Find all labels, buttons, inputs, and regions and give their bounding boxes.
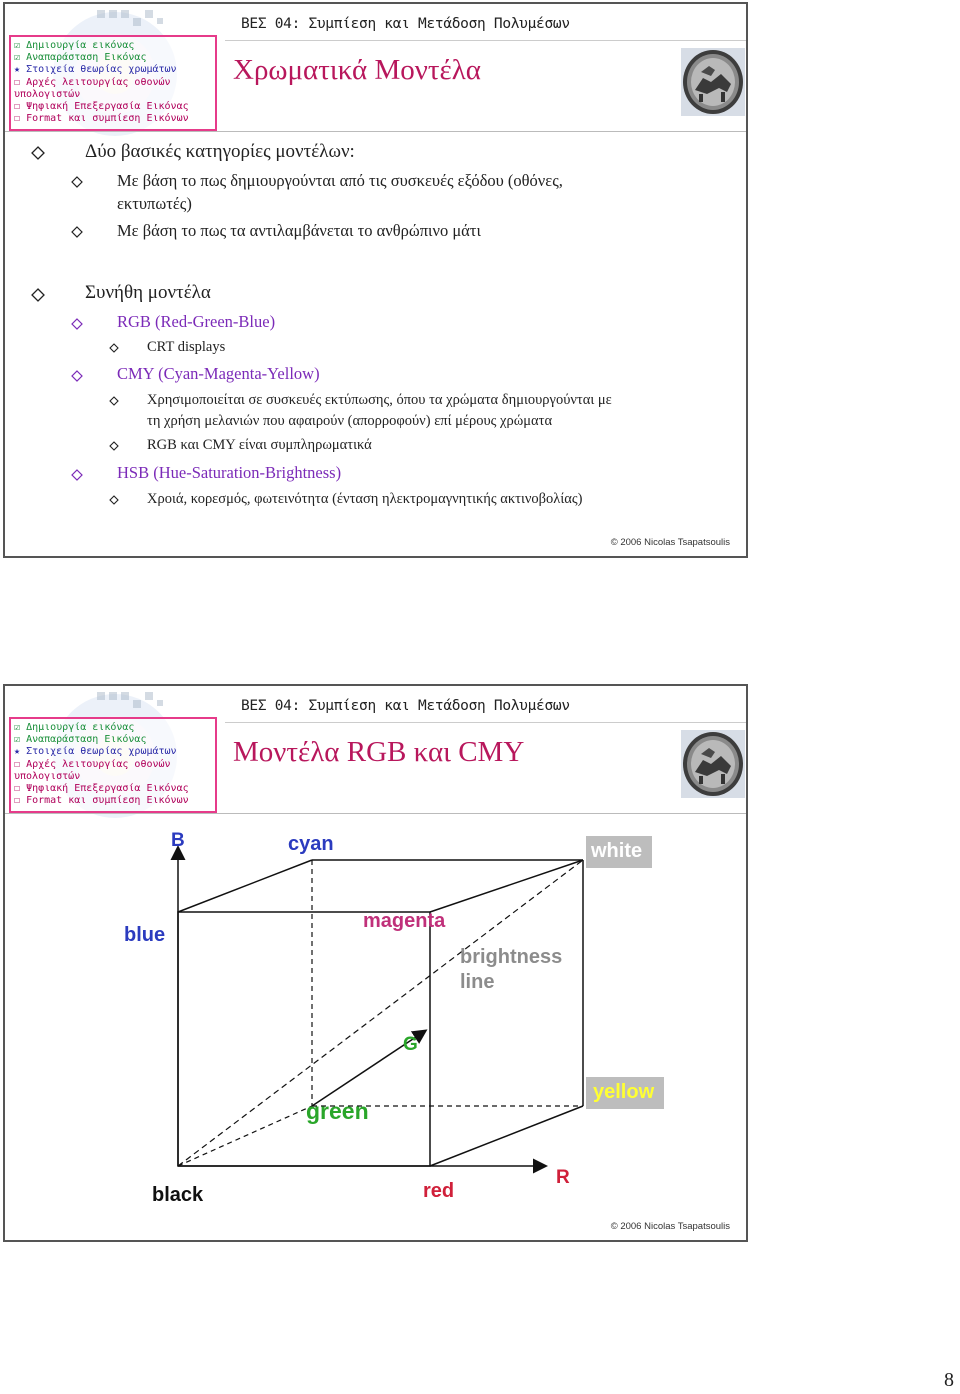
nav-item	[14, 77, 212, 89]
checked-box-icon: ☑	[14, 734, 21, 746]
bullet-rgb: RGB (Red-Green-Blue)	[117, 312, 276, 331]
nav-item	[14, 64, 212, 76]
topic-navigation	[9, 35, 217, 131]
nav-item-label: Αρχές λειτουργίας οθονών	[26, 758, 171, 770]
title-divider	[5, 131, 746, 132]
diamond-bullet-icon	[71, 226, 83, 238]
bullet-complementary: RGB και CMY είναι συμπληρωματικά	[147, 437, 372, 453]
nav-item	[14, 89, 212, 101]
bullet-cmy: CMY (Cyan-Magenta-Yellow)	[117, 364, 320, 383]
cyan-label: cyan	[288, 833, 334, 855]
black-label: black	[152, 1184, 204, 1206]
header-divider	[225, 40, 746, 41]
checked-box-icon: ☑	[14, 722, 21, 733]
diamond-bullet-icon	[71, 318, 83, 330]
nav-item-label: Αναπαράσταση Εικόνας	[26, 734, 147, 746]
checked-box-icon: ☑	[14, 52, 21, 64]
red-label: red	[423, 1180, 455, 1202]
diamond-bullet-icon	[71, 469, 83, 481]
slide-title: Μοντέλα RGB και CMY	[233, 736, 525, 768]
star-icon: ★	[14, 64, 21, 76]
diamond-bullet-icon	[109, 396, 119, 406]
nav-item	[14, 113, 212, 125]
bullet-printing-line2: τη χρήση μελανιών που αφαιρούν (απορροφούν) επί μέρους χρώματα	[147, 413, 553, 429]
checked-box-icon: ☑	[14, 40, 21, 51]
diamond-bullet-icon	[31, 146, 45, 160]
white-label: white	[591, 840, 643, 862]
green-label: green	[306, 1098, 369, 1124]
nav-item	[14, 40, 212, 52]
nav-item-label: Αρχές λειτουργίας οθονών	[26, 76, 171, 88]
course-title: ΒΕΣ 04: Συμπίεση και Μετάδοση Πολυμέσων	[241, 16, 570, 32]
cube-depth-edge-top-right	[430, 860, 583, 912]
rgb-cube-diagram	[5, 686, 748, 1242]
checkbox-icon: ☐	[14, 101, 21, 113]
r-axis-label: R	[556, 1167, 570, 1188]
bullet-model-categories: Δύο βασικές κατηγορίες μοντέλων:	[85, 141, 355, 162]
slide-rgb-cmy-models	[3, 684, 748, 1242]
brightness-diagonal	[178, 860, 583, 1166]
diamond-bullet-icon	[71, 176, 83, 188]
nav-item-label: Ψηφιακή Επεξεργασία Εικόνας	[26, 783, 189, 795]
bullet-hue-saturation: Χροιά, κορεσμός, φωτεινότητα (ένταση ηλεκτρομαγνητικής ακτινοβολίας)	[147, 491, 583, 507]
brightness-label: brightness	[460, 946, 563, 968]
diamond-bullet-icon	[109, 495, 119, 505]
bullet-human-eye: Με βάση το πως τα αντιλαμβάνεται το ανθρώπινο μάτι	[117, 221, 481, 240]
bullet-printing-line1: Χρησιμοποιείται σε συσκευές εκτύπωσης, όπου τα χρώματα δημιουργούνται με	[147, 392, 612, 408]
brightness-line-label: line	[460, 971, 495, 993]
cube-front-face	[178, 912, 430, 1166]
nav-item-label: Αναπαράσταση Εικόνας	[26, 52, 147, 64]
checkbox-icon: ☐	[14, 758, 21, 770]
checkbox-icon: ☐	[14, 113, 21, 125]
nav-item-label: Στοιχεία θεωρίας χρωμάτων	[26, 746, 177, 758]
checkbox-icon: ☐	[14, 783, 21, 795]
copyright: © 2006 Nicolas Tsapatsoulis	[610, 537, 730, 548]
b-axis-label: B	[171, 830, 185, 851]
nav-item	[14, 101, 212, 113]
magenta-label: magenta	[363, 910, 446, 932]
nav-item	[14, 52, 212, 64]
bullet-crt-displays: CRT displays	[147, 339, 226, 355]
diamond-bullet-icon	[109, 343, 119, 353]
nav-item-label: Ψηφιακή Επεξεργασία Εικόνας	[26, 101, 189, 113]
nav-item-label: υπολογιστών	[14, 88, 81, 100]
nav-item-label: Στοιχεία θεωρίας χρωμάτων	[26, 64, 177, 76]
diamond-bullet-icon	[31, 288, 45, 302]
bullet-output-devices-line1: Με βάση το πως δημιουργούνται από τις συσκευές εξόδου (οθόνες,	[117, 171, 563, 190]
bullet-output-devices-line2: εκτυπωτές)	[117, 194, 192, 213]
nav-item-label: Δημιουργία εικόνας	[26, 40, 135, 51]
nav-item-label: Format και συμπίεση Εικόνων	[26, 795, 189, 807]
checkbox-icon: ☐	[14, 795, 21, 807]
bullet-common-models: Συνήθη μοντέλα	[85, 282, 211, 303]
diamond-bullet-icon	[71, 370, 83, 382]
nav-item-label: Format και συμπίεση Εικόνων	[26, 113, 189, 125]
cube-depth-edge-top-left	[178, 860, 312, 912]
course-title: ΒΕΣ 04: Συμπίεση και Μετάδοση Πολυμέσων	[241, 698, 570, 714]
bullet-hsb: HSB (Hue-Saturation-Brightness)	[117, 463, 342, 482]
nav-item-label: Δημιουργία εικόνας	[26, 722, 135, 733]
nav-item-label: υπολογιστών	[14, 770, 81, 782]
checkbox-icon: ☐	[14, 76, 21, 88]
star-icon: ★	[14, 746, 21, 758]
slide-title: Χρωματικά Μοντέλα	[233, 54, 481, 86]
g-axis-label: G	[403, 1034, 418, 1055]
diamond-bullet-icon	[109, 441, 119, 451]
copyright: © 2006 Nicolas Tsapatsoulis	[610, 1221, 730, 1232]
yellow-label: yellow	[593, 1081, 655, 1103]
blue-label: blue	[124, 924, 166, 946]
slide-color-models	[3, 2, 748, 558]
coin-logo	[681, 48, 745, 116]
cube-depth-edge-bottom-right	[430, 1106, 583, 1166]
page-number: 8	[944, 1369, 954, 1391]
